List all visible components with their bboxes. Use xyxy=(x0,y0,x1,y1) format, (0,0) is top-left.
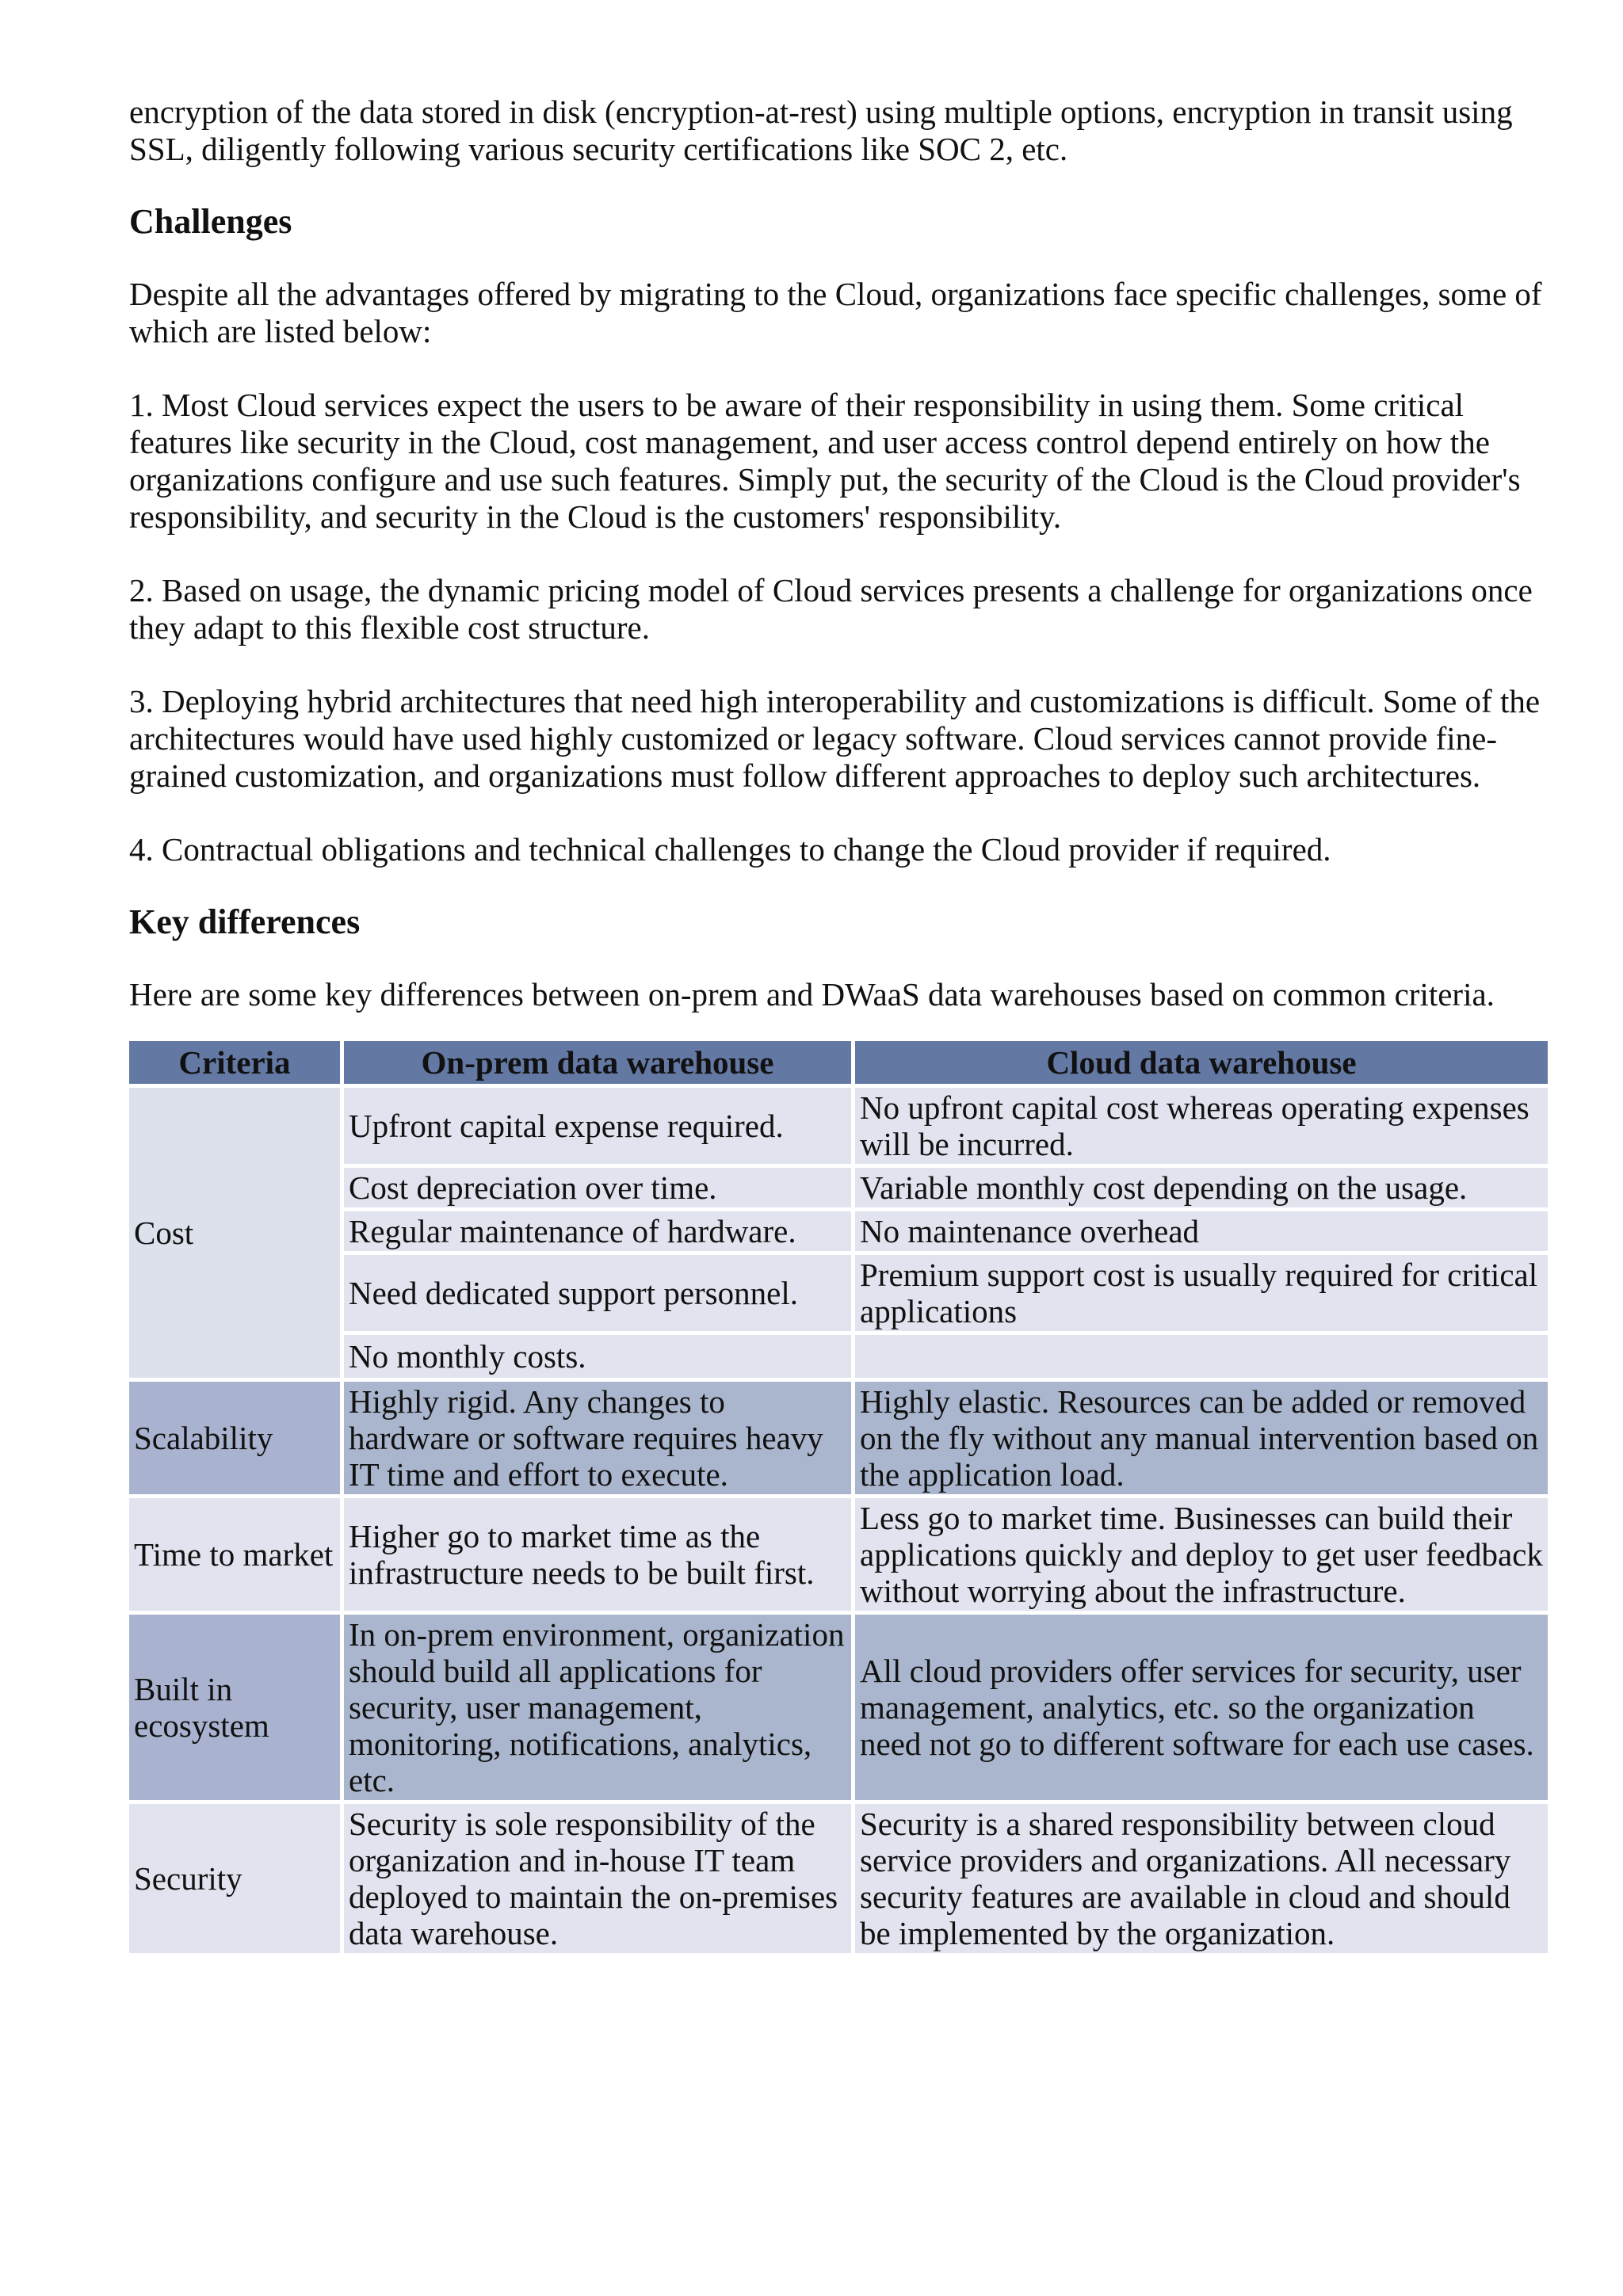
challenge-item-4: 4. Contractual obligations and technical challenges to change the Cloud provider if required. xyxy=(129,831,1331,868)
criteria-cell-cost: Cost xyxy=(129,1088,340,1378)
header-onprem: On-prem data warehouse xyxy=(344,1041,851,1084)
onprem-cell: Cost depreciation over time. xyxy=(344,1168,851,1207)
header-cloud: Cloud data warehouse xyxy=(855,1041,1548,1084)
onprem-cell: In on-prem environment, organization should build all applications for security, user management, monitoring, notifications, analytics, etc. xyxy=(344,1615,851,1800)
cloud-cell: All cloud providers offer services for security, user management, analytics, etc. so the organization need not go to different software for each use cases. xyxy=(855,1615,1548,1800)
onprem-cell: No monthly costs. xyxy=(344,1335,851,1378)
cloud-cell: Premium support cost is usually required for critical applications xyxy=(855,1255,1548,1331)
criteria-cell-time-to-market: Time to market xyxy=(129,1498,340,1611)
table-row xyxy=(129,1168,1548,1207)
document-page xyxy=(129,93,1548,1957)
table-row xyxy=(129,1088,1548,1164)
key-differences-heading: Key differences xyxy=(129,902,361,941)
header-criteria: Criteria xyxy=(129,1041,340,1084)
comparison-table xyxy=(125,1037,1552,1957)
key-differences-intro: Here are some key differences between on-prem and DWaaS data warehouses based on common criteria. xyxy=(129,976,1495,1013)
table-row xyxy=(129,1335,1548,1378)
challenges-intro: Despite all the advantages offered by migrating to the Cloud, organizations face specific challenges, some of which are listed below: xyxy=(129,276,1542,349)
challenge-item-2: 2. Based on usage, the dynamic pricing model of Cloud services presents a challenge for organizations once they adapt to this flexible cost structure. xyxy=(129,572,1533,646)
challenge-item-1: 1. Most Cloud services expect the users to be aware of their responsibility in using them. Some critical features like security in the Cloud, cost management, and user access control depend entirely on how the organizations configure and use such features. Simply put, the security of the Cloud is the Cloud provider's responsibility, and security in the Cloud is the customers' responsibility. xyxy=(129,387,1521,535)
onprem-cell: Highly rigid. Any changes to hardware or software requires heavy IT time and effort to execute. xyxy=(344,1382,851,1494)
challenge-item-3: 3. Deploying hybrid architectures that need high interoperability and customizations is difficult. Some of the architectures would have used highly customized or legacy software. Cloud services cannot provide fine-grained customization, and organizations must follow different approaches to deploy such architectures. xyxy=(129,683,1541,794)
onprem-cell: Need dedicated support personnel. xyxy=(344,1255,851,1331)
cloud-cell: Security is a shared responsibility between cloud service providers and organizations. All necessary security features are available in cloud and should be implemented by the organization. xyxy=(855,1804,1548,1953)
table-row xyxy=(129,1382,1548,1494)
onprem-cell: Upfront capital expense required. xyxy=(344,1088,851,1164)
cloud-cell: Less go to market time. Businesses can build their applications quickly and deploy to get user feedback without worrying about the infrastructure. xyxy=(855,1498,1548,1611)
table-row xyxy=(129,1255,1548,1331)
cloud-cell: Variable monthly cost depending on the usage. xyxy=(855,1168,1548,1207)
criteria-cell-ecosystem: Built in ecosystem xyxy=(129,1615,340,1800)
table-header-row xyxy=(129,1041,1548,1084)
cloud-cell: No upfront capital cost whereas operating expenses will be incurred. xyxy=(855,1088,1548,1164)
table-row xyxy=(129,1804,1548,1953)
onprem-cell: Regular maintenance of hardware. xyxy=(344,1211,851,1251)
cloud-cell-empty xyxy=(855,1335,1548,1378)
challenges-heading: Challenges xyxy=(129,202,292,241)
table-row xyxy=(129,1498,1548,1611)
criteria-cell-security: Security xyxy=(129,1804,340,1953)
cloud-cell: No maintenance overhead xyxy=(855,1211,1548,1251)
intro-tail-paragraph: encryption of the data stored in disk (encryption-at-rest) using multiple options, encryption in transit using SSL, diligently following various security certifications like SOC 2, etc. xyxy=(129,93,1513,167)
onprem-cell: Higher go to market time as the infrastructure needs to be built first. xyxy=(344,1498,851,1611)
onprem-cell: Security is sole responsibility of the organization and in-house IT team deployed to maintain the on-premises data warehouse. xyxy=(344,1804,851,1953)
table-row xyxy=(129,1615,1548,1800)
cloud-cell: Highly elastic. Resources can be added or removed on the fly without any manual intervention based on the application load. xyxy=(855,1382,1548,1494)
criteria-cell-scalability: Scalability xyxy=(129,1382,340,1494)
table-row xyxy=(129,1211,1548,1251)
